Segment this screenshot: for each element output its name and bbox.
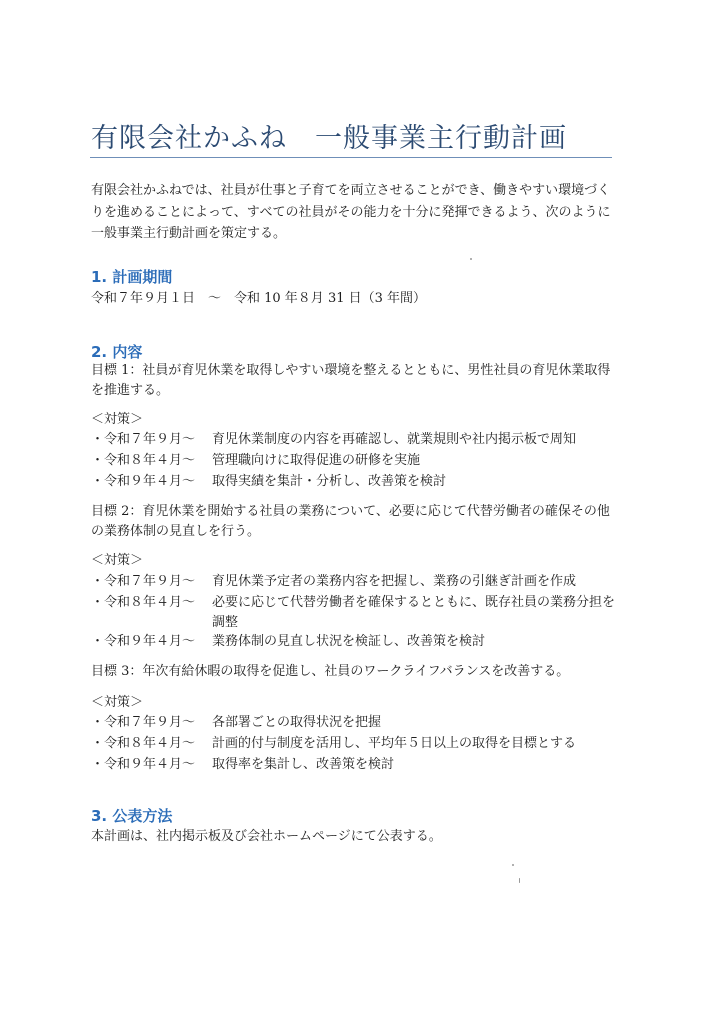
measure-text (212, 593, 621, 633)
scan-speck (519, 878, 520, 883)
goal-2-measure-1 (91, 572, 621, 592)
intro-paragraph: 有限会社かふねでは、社員が仕事と子育てを両立させることができ、働きやすい環境づくりを進めることによって、すべての社員がその能力を十分に発揮できるよう、次のように一般事業主行動計画を策定する。 (91, 183, 611, 241)
measure-text: 計画的付与制度を活用し、平均年５日以上の取得を目標とする (212, 736, 577, 751)
measure-text: 管理職向けに取得促進の研修を実施 (212, 453, 421, 468)
section2-heading: 2. 内容 (91, 343, 143, 361)
publication-method: 本計画は、社内掲示板及び会社ホームページにて公表する。 (91, 829, 442, 844)
measure-date: ・令和８年４月～ (91, 453, 196, 468)
goal-3-measure-2 (91, 734, 621, 754)
measure-date: ・令和９年４月～ (91, 634, 196, 649)
goal-3-text: 目標 3：年次有給休暇の取得を促進し、社員のワークライフバランスを改善する。 (91, 664, 570, 679)
goal-2-measures-label: ＜対策＞ (91, 553, 144, 568)
goal-2-measure-2 (91, 593, 621, 633)
measure-text: 育児休業予定者の業務内容を把握し、業務の引継ぎ計画を作成 (212, 574, 577, 589)
measure-date: ・令和７年９月～ (91, 715, 196, 730)
goal-3-measure-3 (91, 755, 621, 775)
title-underline (90, 157, 612, 158)
goal-3-measure-1 (91, 713, 621, 733)
section1-heading: 1. 計画期間 (91, 268, 173, 286)
goal-1-measure-1 (91, 430, 621, 450)
scan-speck (512, 864, 514, 866)
goal-2-text: 目標 2：育児休業を開始する社員の業務について、必要に応じて代替労働者の確保その他の業務体制の見直しを行う。 (91, 504, 610, 539)
document-title: 有限会社かふね 一般事業主行動計画 (91, 123, 567, 154)
scan-speck (470, 258, 472, 260)
measure-date: ・令和９年４月～ (91, 474, 196, 489)
plan-period: 令和７年９月１日 ～ 令和 10 年８月 31 日（3 年間） (91, 291, 427, 306)
measure-date: ・令和７年９月～ (91, 574, 196, 589)
goal-1-measure-2 (91, 451, 621, 471)
measure-text-inner: 必要に応じて代替労働者を確保するとともに、既存社員の業務分担を調整 (212, 595, 616, 630)
measure-date: ・令和９年４月～ (91, 757, 196, 772)
measure-text: 取得率を集計し、改善策を検討 (212, 757, 395, 772)
goal-2-measure-3 (91, 632, 621, 652)
measure-text: 業務体制の見直し状況を検証し、改善策を検討 (212, 634, 486, 649)
measure-date: ・令和８年４月～ (91, 736, 196, 751)
goal-1-measure-3 (91, 472, 621, 492)
goal-1-text: 目標 1：社員が育児休業を取得しやすい環境を整えるとともに、男性社員の育児休業取得を推進する。 (91, 363, 611, 398)
measure-date: ・令和８年４月～ (91, 595, 196, 610)
section3-heading: 3. 公表方法 (91, 807, 173, 825)
measure-date: ・令和７年９月～ (91, 432, 196, 447)
measure-text: 取得実績を集計・分析し、改善策を検討 (212, 474, 447, 489)
goal-1-measures-label: ＜対策＞ (91, 412, 144, 427)
goal-3-measures-label: ＜対策＞ (91, 695, 144, 710)
measure-text: 各部署ごとの取得状況を把握 (212, 715, 382, 730)
measure-text: 育児休業制度の内容を再確認し、就業規則や社内掲示板で周知 (212, 432, 577, 447)
